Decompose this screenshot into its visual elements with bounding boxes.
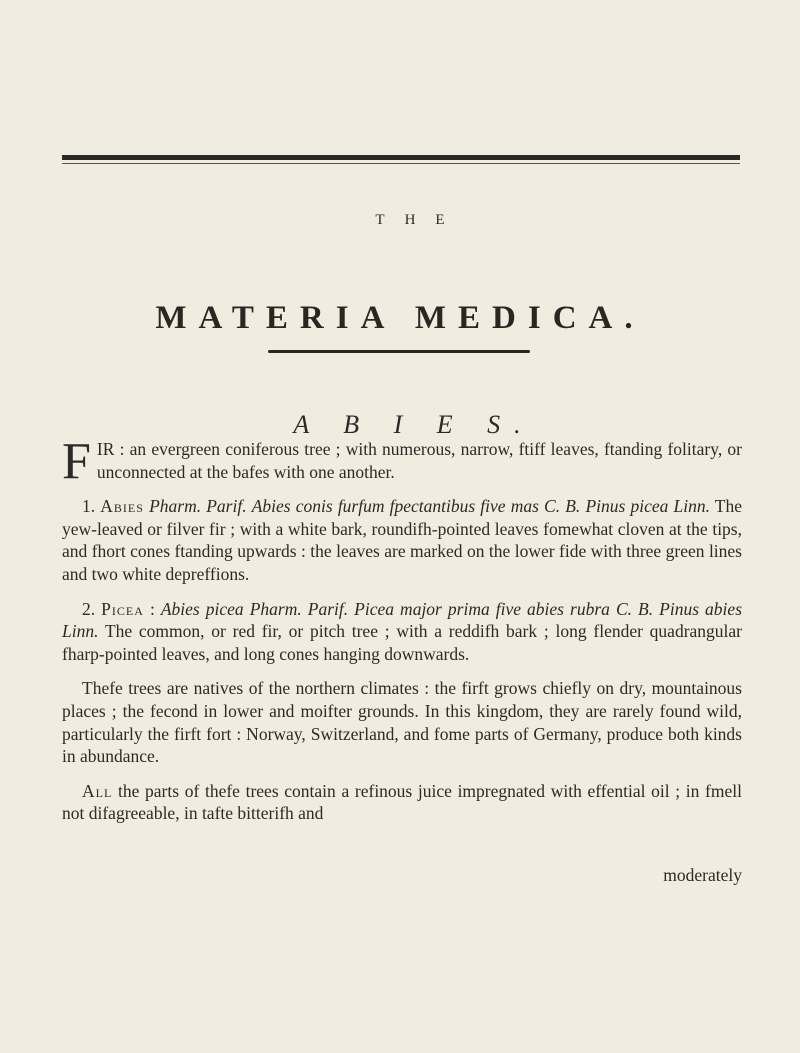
paragraph-2: 2. Picea : Abies picea Pharm. Parif. Picea major prima five abies rubra C. B. Pinus abies Linn. The common, or red fir, or pitch tree ; with a reddifh bark ; long flender quadrangular fharp-pointed leaves, and long cones hanging downwards. <box>62 598 743 664</box>
p4-lead: All <box>82 780 113 801</box>
drop-cap: F <box>62 433 91 490</box>
p2-synonym-2: Picea major prima five abies rubra C. B. <box>354 598 654 619</box>
p1-synonym-2: Abies conis furfum fpectantibus five mas C. B. <box>251 496 581 517</box>
catchword: moderately <box>663 865 742 885</box>
p2-name: Picea <box>101 598 144 619</box>
body-text <box>62 433 743 825</box>
p2-text: The common, or red fir, or pitch tree ; with a reddifh bark ; long flender quadrangular fharp-pointed leaves, and long cones hanging downwards. <box>62 621 743 664</box>
p1-number: 1. <box>82 496 96 517</box>
section-heading: A B I E S. <box>293 410 535 439</box>
p1-synonym-1: Pharm. Parif. <box>149 496 247 517</box>
top-rule-thin <box>62 163 740 164</box>
paragraph-4 <box>62 780 742 825</box>
p2-synonym-3: Pinus abies Linn. <box>62 598 742 642</box>
page-title: MATERIA MEDICA. <box>155 300 645 336</box>
p4-text: the parts of thefe trees contain a refinous juice impregnated with effential oil ; in fmell not difagreeable, in tafte bitterifh and <box>62 780 742 824</box>
p1-synonym-3: Pinus picea Linn. <box>585 496 710 517</box>
intro-text: IR : an evergreen coniferous tree ; with numerous, narrow, ftiff leaves, ftanding folitary, or unconnected at the bafes with one another. <box>96 439 742 482</box>
intro-paragraph <box>62 433 742 490</box>
header-the: THE <box>375 212 465 228</box>
paragraph-3: Thefe trees are natives of the northern climates : the firft grows chiefly on dry, mountainous places ; the fecond in lower and moifter grounds. In this kingdom, they are rarely found wild, particularly the firft fort : Norway, Switzerland, and fome parts of Germany, produce both kinds in abundance. <box>62 678 742 767</box>
divider-rule <box>268 350 530 353</box>
p1-name: Abies <box>100 496 144 517</box>
top-rule <box>62 155 740 160</box>
paragraph-1 <box>62 495 742 585</box>
p2-number: 2. <box>82 598 96 619</box>
p2-synonym-1: Abies picea Pharm. Parif. <box>160 598 349 619</box>
p1-text: The yew-leaved or filver fir ; with a white bark, roundifh-pointed leaves fomewhat cloven at the tips, and fhort cones ftanding upwards : the leaves are marked on the lower fide with three green lines and two white depreffions. <box>62 496 743 584</box>
